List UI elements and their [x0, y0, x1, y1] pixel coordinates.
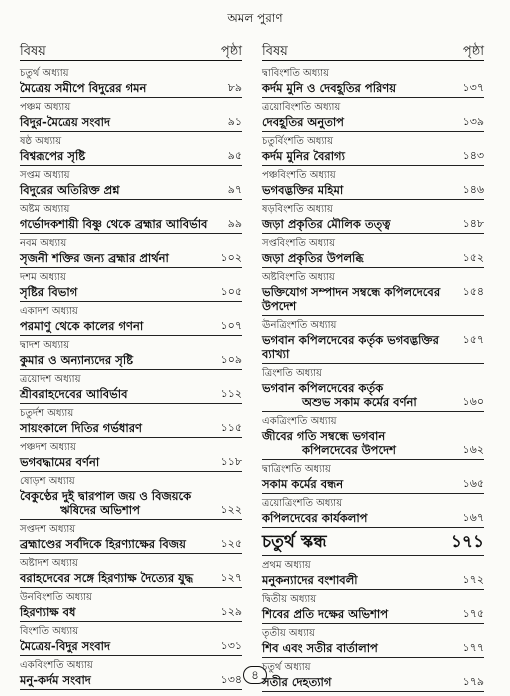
page-number-cell: ১৭৯	[462, 675, 484, 688]
entry-rule	[20, 437, 242, 438]
toc-entry[interactable]	[262, 135, 484, 169]
toc-entry[interactable]	[262, 627, 484, 661]
entry-rule	[262, 459, 484, 460]
entry-title: বিদুরের অতিরিক্ত প্রশ্ন	[20, 183, 120, 197]
entry-rule	[262, 555, 484, 556]
entry-rule	[262, 131, 484, 132]
page-heading: পৃষ্ঠা	[462, 44, 484, 59]
chapter-label: দশম অধ্যায়	[20, 272, 66, 283]
chapter-label: ত্রিংশতি অধ্যায়	[262, 368, 322, 379]
toc-row	[20, 639, 242, 653]
entry-title: বৈকুণ্ঠের দুই দ্বারপাল জয় ও বিজয়কে	[20, 489, 192, 503]
toc-entry[interactable]	[20, 169, 242, 203]
toc-row	[262, 607, 484, 621]
toc-row	[20, 251, 242, 265]
entry-rule	[20, 655, 242, 656]
entry-title: সায়ংকালে দিতির গর্ভধারণ	[20, 421, 142, 435]
toc-row	[262, 531, 484, 553]
page-number-cell: ১২৭	[220, 571, 242, 584]
page-number-cell: ১২৯	[220, 605, 242, 618]
entry-rule	[20, 301, 242, 302]
page-number-cell: ১৪৬	[462, 183, 484, 196]
page-number-cell: ১৩৯	[462, 115, 484, 128]
chapter-label: চতুর্থ অধ্যায়	[20, 68, 69, 79]
entry-title: জড়া প্রকৃতির মৌলিক তত্ত্ব	[262, 217, 391, 231]
entry-title: কপিলদেবের কার্যকলাপ	[262, 511, 368, 525]
entry-title: শিবের প্রতি দক্ষের অভিশাপ	[262, 607, 389, 621]
toc-row	[262, 115, 484, 129]
chapter-label: ষষ্ঠ অধ্যায়	[20, 136, 62, 147]
topic-heading: বিষয়	[262, 44, 288, 59]
toc-row	[262, 573, 484, 587]
entry-rule	[262, 363, 484, 364]
page-number-cell: ১৩১	[220, 639, 242, 652]
chapter-label: অষ্টম অধ্যায়	[20, 204, 70, 215]
toc-row	[20, 353, 242, 367]
chapter-label: উনবিংশতি অধ্যায়	[20, 592, 92, 603]
entry-title: সকাম কর্মের বন্ধন	[262, 477, 344, 491]
entry-title: পরমাণু থেকে কালের গণনা	[20, 319, 144, 333]
entry-rule	[20, 689, 242, 690]
entry-rule	[20, 471, 242, 472]
header-rule	[20, 60, 242, 61]
toc-entry[interactable]	[20, 101, 242, 135]
page-number-cell: ১৩৪	[220, 673, 242, 686]
toc-entry[interactable]	[20, 237, 242, 271]
page-number-cell: ৯১	[227, 115, 242, 128]
entry-rule	[20, 97, 242, 98]
entry-title: শ্রীবরাহদেবের আবির্ভাব	[20, 387, 128, 401]
toc-row	[262, 429, 484, 443]
toc-entry[interactable]	[262, 593, 484, 627]
page-number-cell: ৮৯	[227, 81, 242, 94]
entry-rule	[20, 335, 242, 336]
chapter-label: নবম অধ্যায়	[20, 238, 67, 249]
page-number-cell: ১৬৫	[462, 477, 484, 490]
toc-entry[interactable]	[262, 169, 484, 203]
entry-title: কর্দম মুনির বৈরাগ্য	[262, 149, 345, 163]
entry-title: সৃজনী শক্তির জন্য ব্রহ্মার প্রার্থনা	[20, 251, 169, 265]
toc-entry[interactable]	[20, 339, 242, 373]
toc-row	[262, 149, 484, 163]
toc-row	[262, 381, 484, 395]
entry-rule	[20, 267, 242, 268]
toc-entries	[262, 67, 484, 695]
chapter-label: পঞ্চম অধ্যায়	[20, 102, 71, 113]
page-number-cell: ৯৯	[227, 217, 242, 230]
toc-row-continued	[262, 395, 484, 409]
chapter-label: সপ্তদশ অধ্যায়	[20, 524, 76, 535]
toc-row	[20, 537, 242, 551]
toc-entry[interactable]	[262, 101, 484, 135]
toc-entry[interactable]	[262, 367, 484, 415]
entry-title: হিরণ্যাক্ষ বধ	[20, 605, 76, 619]
page-number-cell: ১৫৭	[462, 333, 484, 346]
toc-row	[20, 217, 242, 231]
chapter-label: দ্বাত্রিংশতি অধ্যায়	[262, 464, 331, 475]
chapter-label: অষ্টবিংশতি অধ্যায়	[262, 272, 335, 283]
entry-rule	[20, 621, 242, 622]
topic-heading: বিষয়	[20, 44, 46, 59]
toc-row	[262, 511, 484, 525]
page-number-cell: ৯৫	[227, 149, 242, 162]
page-number-cell: ১০৫	[220, 285, 242, 298]
entry-title: বরাহদেবের সঙ্গে হিরণ্যাক্ষ দৈত্যের যুদ্ধ	[20, 571, 194, 585]
toc-entry[interactable]	[262, 415, 484, 463]
entry-title-continued: অশুভ সকাম কর্মের বর্ণনা	[302, 395, 417, 409]
chapter-label: একবিংশতি অধ্যায়	[20, 660, 93, 671]
entry-rule	[262, 165, 484, 166]
page-number-cell: ১৪৩	[462, 149, 484, 162]
folio-badge: ৪	[243, 666, 267, 684]
chapter-label: অষ্টাদশ অধ্যায়	[20, 558, 78, 569]
entry-rule	[262, 493, 484, 494]
entry-rule	[20, 553, 242, 554]
toc-row	[20, 115, 242, 129]
toc-entry[interactable]	[20, 407, 242, 441]
toc-entry[interactable]	[20, 271, 242, 305]
toc-row	[20, 489, 242, 503]
chapter-label: একাদশ অধ্যায়	[20, 306, 78, 317]
page-number-cell: ১০২	[220, 251, 242, 264]
chapter-label: পঞ্চদশ অধ্যায়	[20, 442, 76, 453]
page-number-cell: ৯৭	[227, 183, 242, 196]
toc-entry[interactable]	[20, 475, 242, 523]
page-number-cell: ১০৯	[220, 353, 242, 366]
toc-row	[20, 387, 242, 401]
toc-row	[20, 455, 242, 469]
toc-entry[interactable]	[262, 559, 484, 593]
entry-title: শিব এবং সতীর বার্তালাপ	[262, 641, 378, 655]
header-rule	[262, 60, 484, 61]
entry-rule	[20, 233, 242, 234]
chapter-label: দ্বাবিংশতি অধ্যায়	[262, 68, 329, 79]
toc-entry[interactable]	[262, 237, 484, 271]
entry-rule	[20, 199, 242, 200]
toc-row	[262, 333, 484, 361]
entry-rule	[262, 623, 484, 624]
column-header	[262, 42, 484, 58]
entry-title: বিশ্বরূপের সৃষ্টি	[20, 149, 86, 163]
entry-title: সতীর দেহত্যাগ	[262, 675, 332, 689]
toc-entry[interactable]	[262, 319, 484, 367]
page-number-cell: ১১২	[220, 387, 242, 400]
entry-rule	[262, 315, 484, 316]
toc-entry[interactable]	[262, 531, 484, 559]
toc-row	[262, 81, 484, 95]
page-number-cell: ১২৫	[220, 537, 242, 550]
chapter-label: ষড়বিংশতি অধ্যায়	[262, 204, 333, 215]
chapter-label: ত্রয়োত্রিংশতি অধ্যায়	[262, 498, 343, 509]
entry-title: কুমার ও অন্যান্যদের সৃষ্টি	[20, 353, 134, 367]
entry-title: মৈত্রেয় সমীপে বিদুরের গমন	[20, 81, 147, 95]
chapter-label: বিংশতি অধ্যায়	[20, 626, 79, 637]
entry-rule	[262, 589, 484, 590]
entry-title: ভগবান কপিলদেবের কর্তৃক	[262, 381, 384, 395]
page-number-cell: ১৫২	[462, 251, 484, 264]
page-number-cell: ১৩৭	[462, 81, 484, 94]
page-number-cell: ১৭২	[462, 573, 484, 586]
chapter-label: তৃতীয় অধ্যায়	[262, 628, 315, 639]
toc-entry[interactable]	[20, 67, 242, 101]
toc-entry[interactable]	[20, 523, 242, 557]
chapter-label: সপ্তবিংশতি অধ্যায়	[262, 238, 335, 249]
chapter-label: ত্রয়োবিংশতি অধ্যায়	[262, 102, 341, 113]
entry-rule	[262, 97, 484, 98]
entry-rule	[262, 199, 484, 200]
page-number-cell: ১৬৭	[462, 511, 484, 524]
entry-rule	[20, 131, 242, 132]
entry-title: কর্দম মুনি ও দেবহূতির পরিণয়	[262, 81, 397, 95]
entry-title: চতুর্থ স্কন্ধ	[262, 532, 327, 552]
toc-row	[262, 217, 484, 231]
page-number-cell: ১২২	[220, 503, 242, 516]
entry-title: মৈত্রেয়-বিদুর সংবাদ	[20, 639, 111, 653]
entry-rule	[262, 233, 484, 234]
entry-rule	[262, 267, 484, 268]
entry-rule	[20, 403, 242, 404]
toc-entry[interactable]	[262, 463, 484, 497]
toc-row	[20, 285, 242, 299]
page-number-cell: ১৭৫	[462, 607, 484, 620]
toc-entry[interactable]	[20, 591, 242, 625]
page-number-cell: ১৭১	[450, 532, 484, 552]
entry-title: সৃষ্টির বিভাগ	[20, 285, 78, 299]
toc-entry[interactable]	[20, 373, 242, 407]
toc-entry[interactable]	[262, 497, 484, 531]
toc-entry[interactable]	[20, 441, 242, 475]
toc-entries	[20, 67, 242, 693]
entry-title: ভগবান কপিলদেবের কর্তৃক ভগবদ্ভক্তির ব্যাখ্যা	[262, 333, 439, 361]
page-number-cell: ১৫৪	[462, 285, 484, 298]
toc-row	[20, 319, 242, 333]
entry-title: গর্ভোদকশায়ী বিষ্ণু থেকে ব্রহ্মার আবির্ভাব	[20, 217, 208, 231]
entry-title: ভগবদ্ভক্তির মহিমা	[262, 183, 344, 197]
toc-column-left	[20, 42, 242, 693]
toc-row	[20, 81, 242, 95]
entry-title: মনু-কর্দম সংবাদ	[20, 673, 91, 687]
chapter-label: চতুর্থ অধ্যায়	[262, 662, 311, 673]
toc-entry[interactable]	[20, 305, 242, 339]
entry-title: জড়া প্রকৃতির উপলব্ধি	[262, 251, 364, 265]
entry-title: ভক্তিযোগ সম্পাদন সম্বন্ধে কপিলদেবের উপদেশ	[262, 285, 441, 313]
entry-rule	[20, 587, 242, 588]
page-number	[0, 664, 510, 684]
chapter-label: ষোড়শ অধ্যায়	[20, 476, 75, 487]
page-number-cell: ১৬২	[462, 443, 484, 456]
toc-entry[interactable]	[20, 135, 242, 169]
running-head: অমল পুরাণ	[227, 11, 283, 25]
toc-row	[262, 251, 484, 265]
entry-rule	[262, 411, 484, 412]
toc-entry[interactable]	[20, 625, 242, 659]
entry-title: মনুকন্যাদের বংশাবলী	[262, 573, 358, 587]
toc-row	[262, 641, 484, 655]
chapter-label: প্রথম অধ্যায়	[262, 560, 311, 571]
chapter-label: ঊনত্রিংশতি অধ্যায়	[262, 320, 337, 331]
toc-row	[20, 149, 242, 163]
entry-rule	[20, 369, 242, 370]
toc-entry[interactable]	[20, 203, 242, 237]
entry-rule	[262, 527, 484, 528]
page-number-cell: ১৪৮	[462, 217, 484, 230]
chapter-label: চতুর্বিংশতি অধ্যায়	[262, 136, 334, 147]
entry-title: ভগবদ্ধামের বর্ণনা	[20, 455, 100, 469]
entry-title: দেবহূতির অনুতাপ	[262, 115, 344, 129]
entry-title: বিদুর-মৈত্রেয় সংবাদ	[20, 115, 111, 129]
toc-row	[20, 183, 242, 197]
chapter-label: সপ্তম অধ্যায়	[20, 170, 70, 181]
entry-title: ব্রহ্মাণ্ডের সর্বদিকে হিরণ্যাক্ষের বিজয়	[20, 537, 186, 551]
toc-row	[262, 285, 484, 313]
page-number-cell: ১৭৭	[462, 641, 484, 654]
toc-column-right	[262, 42, 484, 695]
entry-title-continued: কপিলদেবের উপদেশ	[302, 443, 396, 457]
toc-entry[interactable]	[262, 271, 484, 319]
entry-rule	[262, 691, 484, 692]
toc-entry[interactable]	[262, 203, 484, 237]
toc-row	[262, 183, 484, 197]
entry-rule	[20, 519, 242, 520]
chapter-label: একত্রিংশতি অধ্যায়	[262, 416, 337, 427]
entry-rule	[20, 165, 242, 166]
toc-entry[interactable]	[262, 67, 484, 101]
entry-rule	[262, 657, 484, 658]
toc-row	[20, 571, 242, 585]
page-number-cell: ১১৮	[220, 455, 242, 468]
page-number-cell: ১৬০	[462, 395, 484, 408]
toc-row	[20, 421, 242, 435]
toc-row-continued	[262, 443, 484, 457]
entry-title: জীবের গতি সম্বন্ধে ভগবান	[262, 429, 386, 443]
chapter-label: দ্বাদশ অধ্যায়	[20, 340, 70, 351]
toc-row	[20, 605, 242, 619]
page-number-cell: ১১৫	[220, 421, 242, 434]
column-header	[20, 42, 242, 58]
chapter-label: ত্রয়োদশ অধ্যায়	[20, 374, 81, 385]
chapter-label: দ্বিতীয় অধ্যায়	[262, 594, 317, 605]
toc-row-continued	[20, 503, 242, 517]
chapter-label: পঞ্চবিংশতি অধ্যায়	[262, 170, 336, 181]
page-number-cell: ১০৭	[220, 319, 242, 332]
toc-row	[262, 477, 484, 491]
toc-entry[interactable]	[20, 557, 242, 591]
page-heading: পৃষ্ঠা	[220, 44, 242, 59]
entry-title-continued: ঋষিদের অভিশাপ	[60, 503, 140, 517]
chapter-label: চতুর্দশ অধ্যায়	[20, 408, 74, 419]
